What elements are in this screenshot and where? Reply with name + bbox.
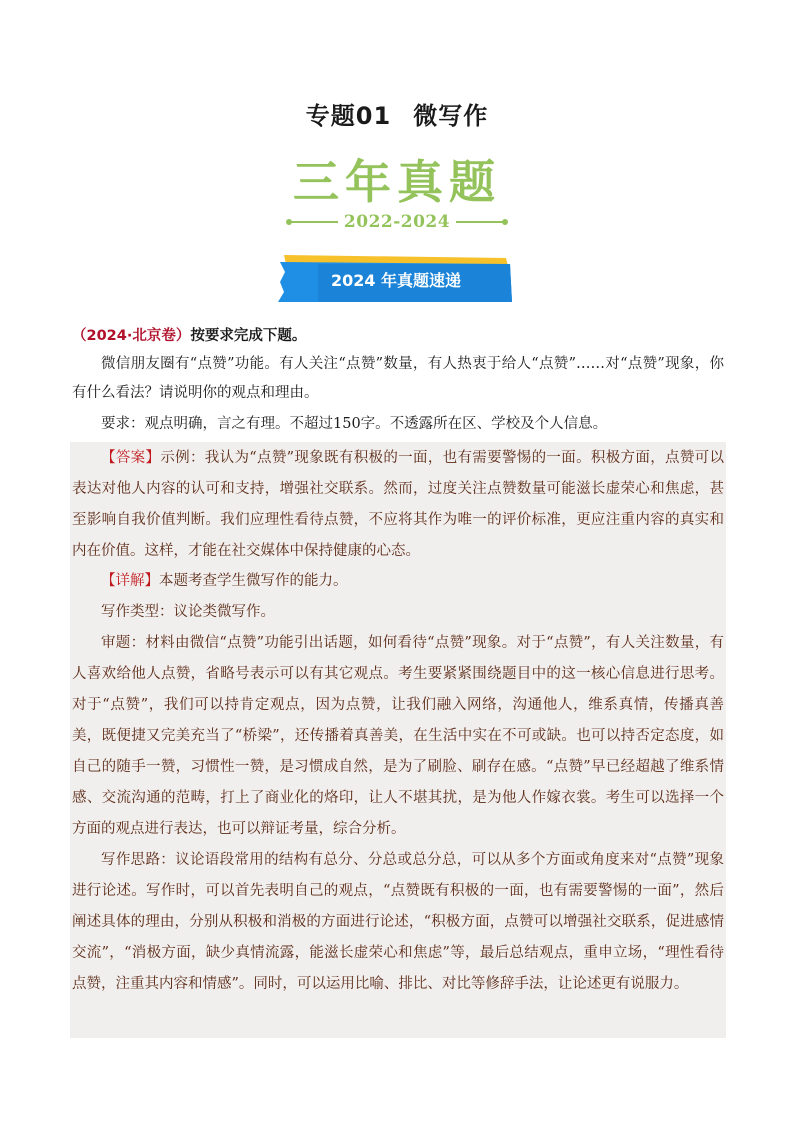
- ornament-line-right: [456, 221, 506, 223]
- year-banner: [278, 252, 514, 304]
- question-source: （2024·北京卷）: [72, 328, 191, 344]
- title-topic-name: 微写作: [413, 102, 489, 130]
- years-range: 2022-2024: [343, 212, 451, 232]
- banner-label: 2024 年真题速递: [330, 271, 462, 290]
- writing-idea-paragraph: 写作思路：议论语段常用的结构有总分、分总或总分总，可以从多个方面或角度来对“点赞”现象进行论述。写作时，可以首先表明自己的观点，“点赞既有积极的一面，也有需要警惕的一面”，然后阐述具体的理由，分别从积极和消极的方面进行论述，“积极方面，点赞可以增强社交联系，促进感情交流”，“消极方面，缺少真情流露，能滋长虚荣心和焦虑”等，最后总结观点，重申立场，“理性看待点赞，注重其内容和情感”。同时，可以运用比喻、排比、对比等修辞手法，让论述更有说服力。: [72, 852, 724, 992]
- section-heading: 三年真题: [293, 155, 501, 209]
- detail-paragraph: [72, 566, 724, 597]
- title-topic-number: 专题01: [305, 102, 392, 130]
- question-header: [72, 324, 306, 345]
- years-ornament: [0, 210, 794, 234]
- answer-text: 示例：我认为“点赞”现象既有积极的一面，也有需要警惕的一面。积极方面，点赞可以表达对他人内容的认可和支持，增强社交联系。然而，过度关注点赞数量可能滋长虚荣心和焦虑，甚至影响自我价值判断。我们应理性看待点赞，不应将其作为唯一的评价标准，更应注重内容的真实和内在价值。这样，才能在社交媒体中保持健康的心态。: [72, 450, 725, 559]
- detail-text: 本题考查学生微写作的能力。: [159, 573, 348, 589]
- page-title: [0, 96, 794, 131]
- question-instruction: 按要求完成下题。: [190, 328, 307, 344]
- writing-type: 写作类型：议论类微写作。: [101, 604, 275, 620]
- detail-tag: 【详解】: [101, 573, 159, 589]
- ornament-line-left: [288, 221, 338, 223]
- answer-tag: 【答案】: [101, 450, 161, 466]
- answer-paragraph: [72, 443, 724, 567]
- question-requirement: 要求：观点明确，言之有理。不超过150字。不透露所在区、学校及个人信息。: [101, 416, 608, 432]
- analysis-paragraph: 审题：材料由微信“点赞”功能引出话题，如何看待“点赞”现象。对于“点赞”，有人关注数量，有人喜欢给他人点赞，省略号表示可以有其它观点。考生要紧紧围绕题目中的这一核心信息进行思考。对于“点赞”，我们可以持肯定观点，因为点赞，让我们融入网络，沟通他人，维系真情，传播真善美，既便捷又完美充当了“桥梁”，还传播着真善美，在生活中实在不可或缺。也可以持否定态度，如自己的随手一赞，习惯性一赞，是习惯成自然，是为了刷脸、刷存在感。“点赞”早已经超越了维系情感、交流沟通的范畴，打上了商业化的烙印，让人不堪其扰，是为他人作嫁衣裳。考生可以选择一个方面的观点进行表达，也可以辩证考量，综合分析。: [72, 635, 724, 837]
- question-prompt: 微信朋友圈有“点赞”功能。有人关注“点赞”数量，有人热衷于给人“点赞”……对“点赞”现象，你有什么看法？请说明你的观点和理由。: [72, 356, 724, 401]
